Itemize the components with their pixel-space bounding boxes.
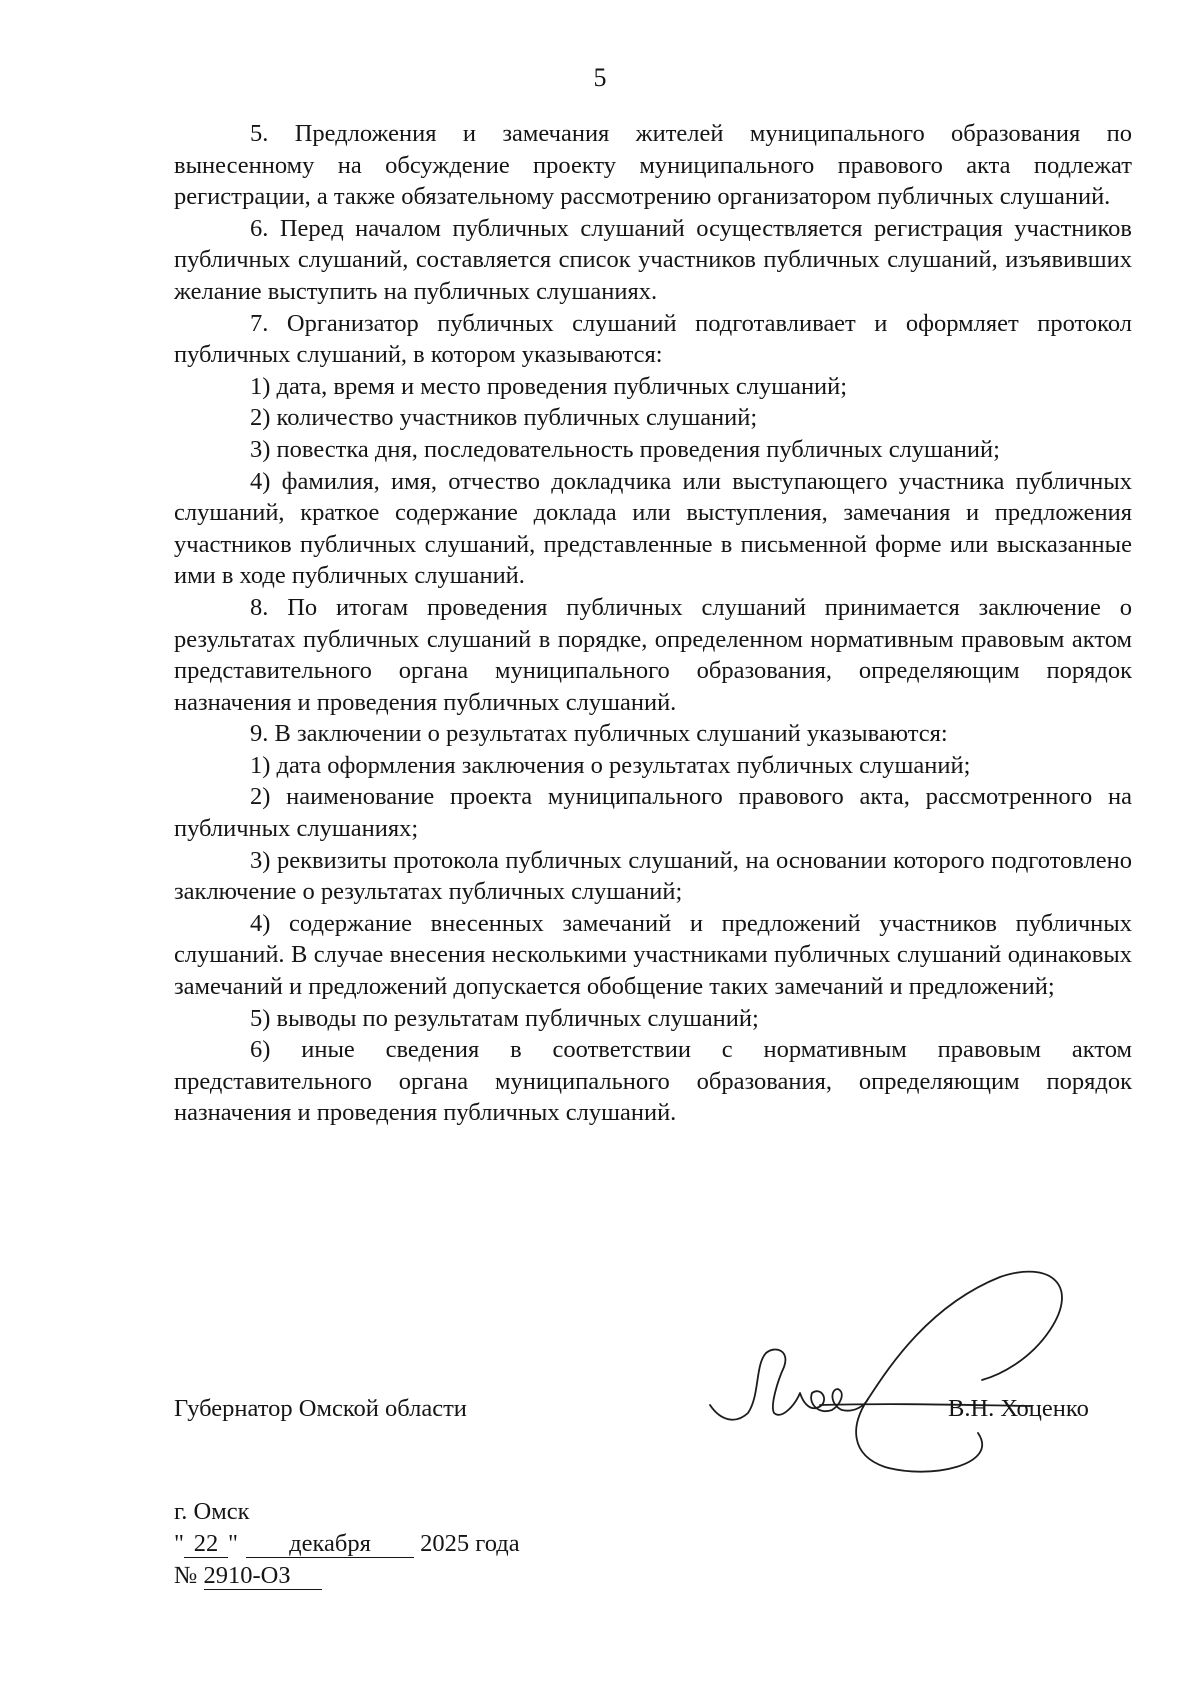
governor-name: В.Н. Хоценко bbox=[948, 1395, 1089, 1422]
paragraph-9-item-5: 5) выводы по результатам публичных слушаний; bbox=[250, 1004, 759, 1032]
law-number-value: 2910-ОЗ bbox=[204, 1563, 322, 1590]
paragraph-7-item-3: 3) повестка дня, последовательность проведения публичных слушаний; bbox=[250, 435, 1000, 463]
paragraph-7-item-2: 2) количество участников публичных слушаний; bbox=[250, 404, 758, 432]
governor-title: Губернатор Омской области bbox=[174, 1395, 467, 1422]
paragraph-7: 7. Организатор публичных слушаний подготавливает и оформляет протокол публичных слушаний, в котором указываются: bbox=[174, 309, 1132, 369]
city-label: г. Омск bbox=[174, 1498, 250, 1525]
handwritten-signature bbox=[700, 1255, 1160, 1485]
paragraph-9-item-2: 2) наименование проекта муниципального правового акта, рассмотренного на публичных слушаниях; bbox=[174, 783, 1132, 843]
date-month: декабря bbox=[246, 1531, 414, 1558]
date-year: 2025 года bbox=[420, 1530, 520, 1557]
paragraph-5: 5. Предложения и замечания жителей муниципального образования по вынесенному на обсуждение проекту муниципального правового акта подлежат регистрации, а также обязательному рассмотрению организатором публичных слушаний. bbox=[174, 120, 1132, 211]
paragraph-6: 6. Перед началом публичных слушаний осуществляется регистрация участников публичных слушаний, составляется список участников публичных слушаний, изъявивших желание выступить на публичных слушаниях. bbox=[174, 214, 1132, 305]
paragraph-8: 8. По итогам проведения публичных слушаний принимается заключение о результатах публичных слушаний в порядке, определенном нормативным правовым актом представительного органа муниципального образования, определяющим порядок назначения и проведения публичных слушаний. bbox=[174, 593, 1132, 716]
paragraph-9-item-4: 4) содержание внесенных замечаний и предложений участников публичных слушаний. В случае внесения несколькими участниками публичных слушаний одинаковых замечаний и предложений допускается обобщение таких замечаний и предложений; bbox=[174, 909, 1132, 1001]
paragraph-7-item-1: 1) дата, время и место проведения публичных слушаний; bbox=[250, 372, 848, 400]
adoption-date bbox=[174, 1528, 520, 1560]
number-prefix: № bbox=[174, 1562, 198, 1589]
paragraph-9-item-3: 3) реквизиты протокола публичных слушаний, на основании которого подготовлено заключение о результатах публичных слушаний; bbox=[174, 846, 1132, 906]
quote-close: " bbox=[228, 1530, 239, 1557]
quote-open: " bbox=[174, 1530, 185, 1557]
date-day: 22 bbox=[184, 1531, 228, 1558]
document-body bbox=[174, 118, 1132, 1129]
paragraph-7-item-4: 4) фамилия, имя, отчество докладчика или выступающего участника публичных слушаний, краткое содержание доклада или выступления, замечания и предложения участников публичных слушаний, представленные в письменной форме или высказанные ими в ходе публичных слушаний. bbox=[174, 467, 1132, 590]
page-number: 5 bbox=[593, 63, 607, 92]
paragraph-9: 9. В заключении о результатах публичных слушаний указываются: bbox=[250, 720, 948, 748]
paragraph-9-item-6: 6) иные сведения в соответствии с нормативным правовым актом представительного органа муниципального образования, определяющим порядок назначения и проведения публичных слушаний. bbox=[174, 1036, 1132, 1127]
law-number bbox=[174, 1560, 322, 1592]
paragraph-9-item-1: 1) дата оформления заключения о результатах публичных слушаний; bbox=[250, 751, 971, 779]
